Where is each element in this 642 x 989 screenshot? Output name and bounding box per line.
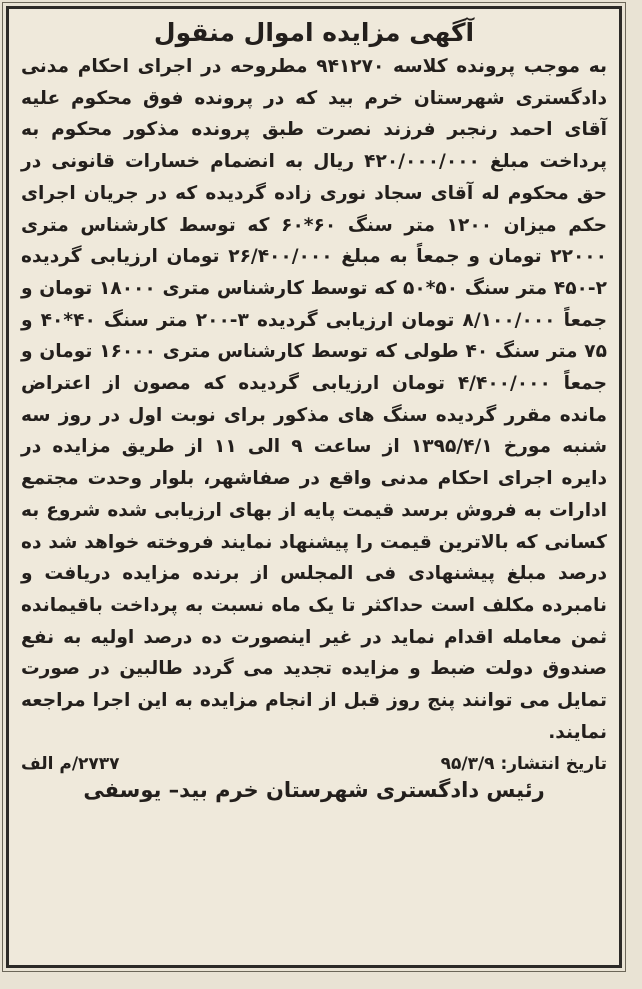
signature-line: رئیس دادگستری شهرستان خرم بید– یوسفی [83, 778, 545, 803]
publish-date: تاریخ انتشار: ۹۵/۳/۹ [440, 754, 607, 775]
notice-title: آگهی مزایده اموال منقول [153, 18, 475, 47]
reference-code: ۲۷۳۷/م الف [21, 754, 120, 775]
auction-notice [6, 6, 622, 968]
notice-body: به موجب پرونده کلاسه ۹۴۱۲۷۰ مطروحه در اجرای احکام مدنی دادگستری شهرستان خرم بید که در پرونده فوق محکوم علیه آقای احمد رنجبر فرزند نصرت طبق پرونده مذکور محکوم به پرداخت مبلغ ۴۲۰/۰۰۰/۰۰۰ ریال به انضمام خسارات قانونی در حق محکوم له آقای سجاد نوری زاده گردیده که در جریان اجرای حکم میزان ۱۲۰۰ متر سنگ ۶۰*۶۰ که توسط کارشناس متری ۲۲۰۰۰ تومان و جمعاً به مبلغ ۲۶/۴۰۰/۰۰۰ تومان ارزیابی گردیده ۲-۴۵۰ متر سنگ ۵۰*۵۰ که توسط کارشناس متری ۱۸۰۰۰ تومان و جمعاً ۸/۱۰۰/۰۰۰ تومان ارزیابی گردیده ۳-۲۰۰ متر سنگ ۴۰*۴۰ و ۷۵ متر سنگ ۴۰ طولی که توسط کارشناس متری ۱۶۰۰۰ تومان و جمعاً ۴/۴۰۰/۰۰۰ تومان ارزیابی گردیده که مصون از اعتراض مانده مقرر گردیده سنگ های مذکور برای نوبت اول در روز سه شنبه مورخ ۱۳۹۵/۴/۱ از ساعت ۹ الی ۱۱ از طریق مزایده در دایره اجرای احکام مدنی واقع در صفاشهر، بلوار وحدت مجتمع ادارات به فروش برسد قیمت پایه از بهای ارزیابی شده شروع به کسانی که بالاترین قیمت را پیشنهاد نمایند فروخته خواهد شد ده درصد مبلغ پیشنهادی فی المجلس از برنده مزایده دریافت و نامبرده مکلف است حداکثر تا یک ماه نسبت به پرداخت باقیمانده ثمن معامله اقدام نماید در غیر اینصورت ده درصد اولیه به نفع صندوق دولت ضبط و مزایده تجدید می گردد طالبین در صورت تمایل می توانند پنج روز قبل از انجام مزایده به این اجرا مراجعه نمایند. [21, 56, 607, 743]
notice-footer [21, 754, 607, 774]
